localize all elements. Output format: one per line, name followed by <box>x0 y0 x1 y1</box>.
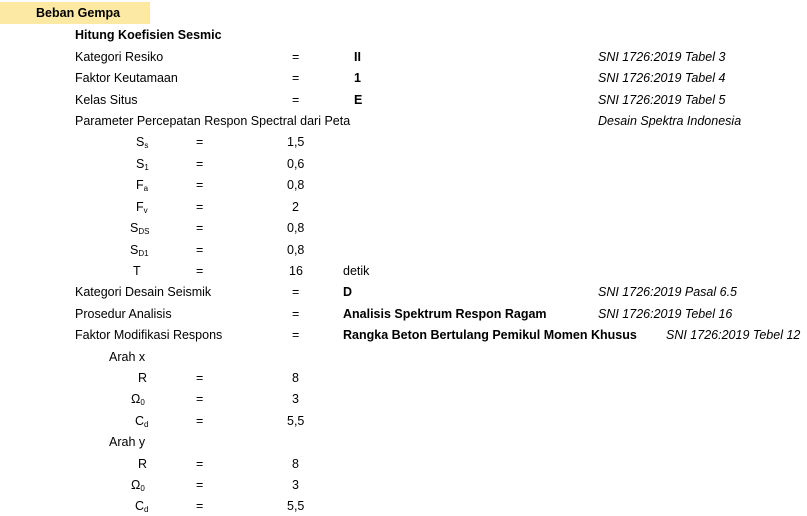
ref-kelas-situs: SNI 1726:2019 Tabel 5 <box>598 93 726 107</box>
equals-sign: = <box>196 157 204 171</box>
ref-kategori-resiko: SNI 1726:2019 Tabel 3 <box>598 50 726 64</box>
equals-sign: = <box>292 307 300 321</box>
value-kategori-desain: D <box>343 285 353 299</box>
label-kelas-situs: Kelas Situs <box>75 93 138 107</box>
equals-sign: = <box>196 414 204 428</box>
equals-sign: = <box>196 457 204 471</box>
label-kategori-resiko: Kategori Resiko <box>75 50 164 64</box>
equals-sign: = <box>196 135 204 149</box>
equals-sign: = <box>292 71 300 85</box>
value-omega-x: 3 <box>292 392 299 406</box>
symbol-sds: $S_{DS}$ <box>130 221 150 236</box>
symbol-omega-y: $\Omega_0$ <box>131 478 145 493</box>
equals-sign: = <box>196 221 204 235</box>
label-arah-y: Arah y <box>109 435 146 449</box>
unit-t: detik <box>343 264 370 278</box>
ref-prosedur-analisis: SNI 1726:2019 Tebel 16 <box>598 307 733 321</box>
equals-sign: = <box>292 50 300 64</box>
equals-sign: = <box>196 243 204 257</box>
value-cd-x: 5,5 <box>287 414 305 428</box>
value-faktor-modifikasi: Rangka Beton Bertulang Pemikul Momen Khusus <box>343 328 637 342</box>
ref-parameter-percepatan: Desain Spektra Indonesia <box>598 114 742 128</box>
symbol-fv: $F_v$ <box>136 200 148 215</box>
value-fv: 2 <box>292 200 299 214</box>
value-faktor-keutamaan: 1 <box>354 71 361 85</box>
value-omega-y: 3 <box>292 478 299 492</box>
label-kategori-desain: Kategori Desain Seismik <box>75 285 212 299</box>
section-title: Hitung Koefisien Sesmic <box>75 28 222 42</box>
value-r-y: 8 <box>292 457 299 471</box>
value-kategori-resiko: II <box>354 50 361 64</box>
symbol-r-x: R <box>138 371 148 385</box>
ref-faktor-keutamaan: SNI 1726:2019 Tabel 4 <box>598 71 726 85</box>
label-arah-x: Arah x <box>109 350 146 364</box>
ref-kategori-desain: SNI 1726:2019 Pasal 6.5 <box>598 285 737 299</box>
value-s1: 0,6 <box>287 157 305 171</box>
symbol-cd-x: $C_d$ <box>135 414 149 429</box>
value-fa: 0,8 <box>287 178 305 192</box>
symbol-ss: $S_s$ <box>136 135 149 150</box>
symbol-cd-y: $C_d$ <box>135 499 149 514</box>
symbol-fa: $F_a$ <box>136 178 149 193</box>
equals-sign: = <box>196 478 204 492</box>
ref-faktor-modifikasi: SNI 1726:2019 Tebel 12 <box>666 328 801 342</box>
equals-sign: = <box>196 200 204 214</box>
symbol-r-y: R <box>138 457 148 471</box>
equals-sign: = <box>292 285 300 299</box>
equals-sign: = <box>292 93 300 107</box>
label-parameter-percepatan: Parameter Percepatan Respon Spectral dari Peta <box>75 114 351 128</box>
value-r-x: 8 <box>292 371 299 385</box>
sheet-title: Beban Gempa <box>36 6 121 20</box>
label-faktor-modifikasi: Faktor Modifikasi Respons <box>75 328 223 342</box>
label-faktor-keutamaan: Faktor Keutamaan <box>75 71 178 85</box>
value-ss: 1,5 <box>287 135 305 149</box>
equals-sign: = <box>196 264 204 278</box>
symbol-sd1: $S_{D1}$ <box>130 243 149 258</box>
value-t: 16 <box>289 264 303 278</box>
value-kelas-situs: E <box>354 93 363 107</box>
label-prosedur-analisis: Prosedur Analisis <box>75 307 172 321</box>
equals-sign: = <box>196 499 204 513</box>
equals-sign: = <box>292 328 300 342</box>
equals-sign: = <box>196 371 204 385</box>
equals-sign: = <box>196 392 204 406</box>
symbol-t: T <box>133 264 141 278</box>
value-sd1: 0,8 <box>287 243 305 257</box>
value-sds: 0,8 <box>287 221 305 235</box>
symbol-s1: $S_1$ <box>136 157 149 172</box>
value-cd-y: 5,5 <box>287 499 305 513</box>
value-prosedur-analisis: Analisis Spektrum Respon Ragam <box>343 307 547 321</box>
equals-sign: = <box>196 178 204 192</box>
symbol-omega-x: $\Omega_0$ <box>131 392 145 407</box>
